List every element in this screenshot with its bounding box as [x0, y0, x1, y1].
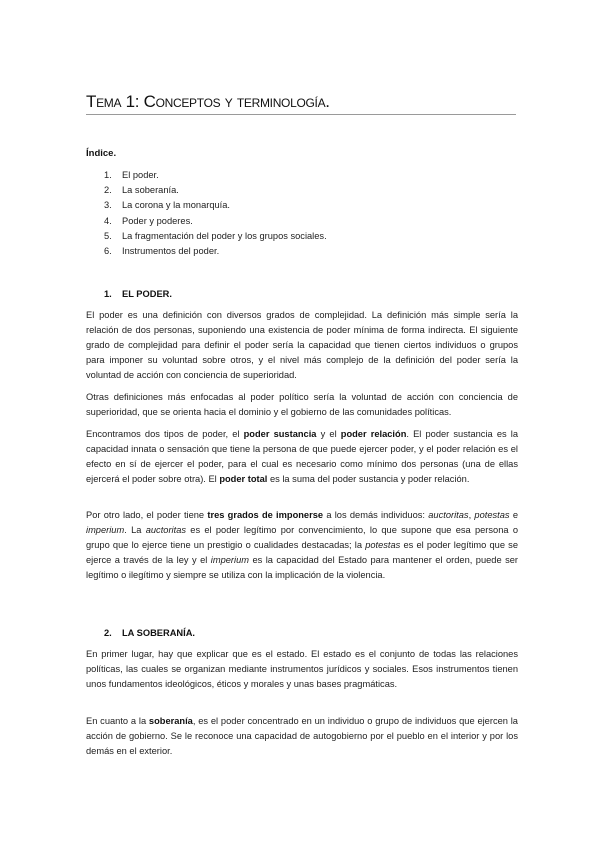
paragraph: En primer lugar, hay que explicar que es el estado. El estado es el conjunto de todas las relaciones políticas, las cuales se organizan mediante instrumentos jurídicos y sociales. Esos instrumentos tienen unos fundamentos ideológicos, éticos y morales y unas bases pragmáticas. [86, 649, 518, 690]
paragraph: Encontramos dos tipos de poder, el poder sustancia y el poder relación. El poder sustancia es la capacidad innata o sensación que tiene la persona de que puede ejercer poder, y el poder relación es el efecto en sí de ejercer el poder, para el cual es necesario como mínimo dos personas (una de ellas ejercerá el poder sobre otra). El poder total es la suma del poder sustancia y poder relación. [86, 429, 519, 485]
toc-item: 5. La fragmentación del poder y los grupos sociales. [104, 230, 327, 241]
section-heading-la-soberania: 2. LA SOBERANÍA. [104, 628, 195, 638]
paragraph: El poder es una definición con diversos grados de complejidad. La definición más simple sería la relación de dos personas, suponiendo una existencia de poder mínima de forma indirecta. El siguiente grado de complejidad para definir el poder sería la capacidad que tienen ciertos individuos o grupos para imponer su voluntad sobre otros, y el nivel más complejo de la definición del poder sería la voluntad de acción con conciencia de superioridad. [86, 310, 518, 381]
toc-item: 4. Poder y poderes. [104, 215, 193, 226]
paragraph: En cuanto a la soberanía, es el poder concentrado en un individuo o grupo de individuos que ejercen la acción de gobierno. Se le reconoce una capacidad de autogobierno por el pueblo en el interior y por los demás en el exterior. [86, 716, 518, 757]
table-of-contents [104, 168, 327, 259]
title-underline [86, 114, 516, 115]
paragraph: Por otro lado, el poder tiene tres grados de imponerse a los demás individuos: auctoritas, potestas e imperium. La auctoritas es el poder legítimo por convencimiento, lo que supone que esa persona o grupo que lo ejerce tiene un prestigio o cualidades destacadas; la potestas es el poder legítimo que se ejerce a través de la ley y el imperium es la capacidad del Estado para mantener el orden, puede ser legítimo o ilegítimo y siempre se utiliza con la implicación de la violencia. [86, 510, 518, 581]
section-heading-el-poder: 1. EL PODER. [104, 289, 172, 299]
document-title: Tema 1: Conceptos y terminología. [86, 92, 330, 111]
index-heading: Índice. [86, 148, 117, 159]
paragraph: Otras definiciones más enfocadas al poder político sería la voluntad de acción con conciencia de superioridad, que se orienta hacia el dominio y el gobierno de las comunidades políticas. [86, 392, 518, 418]
toc-item: 6. Instrumentos del poder. [104, 245, 220, 256]
toc-item: 1. El poder. [104, 170, 159, 180]
toc-item: 3. La corona y la monarquía. [104, 200, 231, 211]
toc-item: 2. La soberanía. [104, 185, 179, 196]
